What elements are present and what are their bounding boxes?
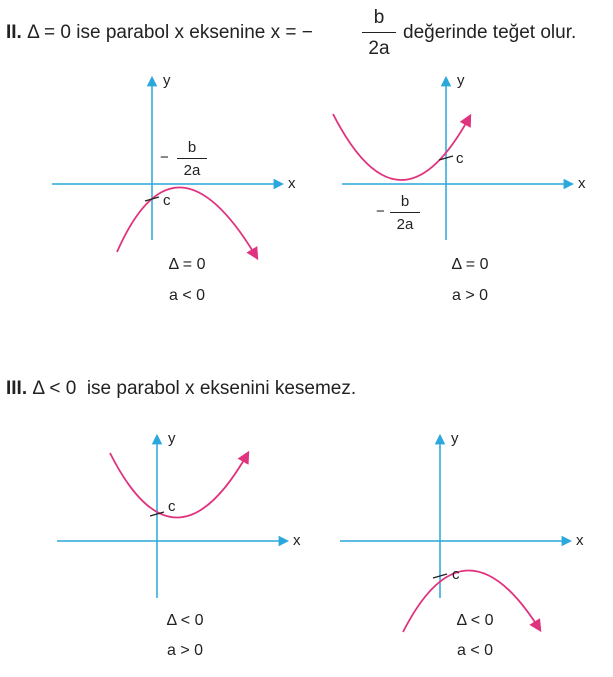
graph-1-vertex-den: 2a	[183, 162, 201, 179]
graph-1-vertex-minus: −	[160, 149, 169, 166]
graph-1-x-label: x	[288, 175, 296, 192]
graph-3-a-sign: a > 0	[166, 642, 204, 659]
graph-2-y-label: y	[457, 72, 465, 89]
graph-2-c-label: c	[456, 150, 464, 167]
graph-1	[52, 78, 282, 258]
graph-2-a-sign: a > 0	[451, 287, 489, 304]
graph-3	[57, 436, 287, 598]
graph-2	[333, 78, 572, 240]
graph-4-x-label: x	[576, 532, 584, 549]
graph-2-vertex-num: b	[400, 193, 410, 210]
graph-2-x-label: x	[578, 175, 586, 192]
graph-2-vertex-den: 2a	[396, 216, 414, 233]
graph-2-parabola	[333, 114, 470, 180]
graph-4-y-label: y	[451, 430, 459, 447]
section-2-frac-num: b	[373, 7, 385, 28]
section-2-numeral: II.	[6, 22, 22, 43]
graph-2-delta: Δ = 0	[451, 256, 489, 273]
graph-1-a-sign: a < 0	[168, 287, 206, 304]
section-2-text-after: değerinde teğet olur.	[403, 22, 577, 43]
fraction-bar	[177, 158, 207, 159]
graph-2-vertex-minus: −	[376, 203, 385, 220]
graph-3-y-label: y	[168, 430, 176, 447]
section-2-frac-den: 2a	[368, 38, 390, 59]
graph-4-c-label: c	[452, 566, 460, 583]
section-3-text: Δ < 0 ise parabol x eksenini kesemez.	[32, 378, 357, 399]
graph-1-y-label: y	[163, 72, 171, 89]
graph-3-c-label: c	[168, 498, 176, 515]
section-3-numeral: III.	[6, 378, 28, 399]
graph-4	[340, 436, 570, 632]
graph-3-delta: Δ < 0	[166, 612, 204, 629]
graph-1-parabola	[117, 187, 257, 258]
graph-3-parabola	[110, 453, 248, 518]
graph-3-x-label: x	[293, 532, 301, 549]
graph-1-c-label: c	[163, 192, 171, 209]
graph-1-delta: Δ = 0	[168, 256, 206, 273]
section-2-text-before: Δ = 0 ise parabol x eksenine x = −	[27, 22, 313, 43]
graph-2-vertex-fraction	[390, 194, 420, 232]
graph-4-a-sign: a < 0	[456, 642, 494, 659]
fraction-bar	[390, 212, 420, 213]
graph-4-delta: Δ < 0	[456, 612, 494, 629]
graph-1-vertex-num: b	[187, 139, 197, 156]
graph-1-vertex-fraction	[177, 140, 207, 178]
